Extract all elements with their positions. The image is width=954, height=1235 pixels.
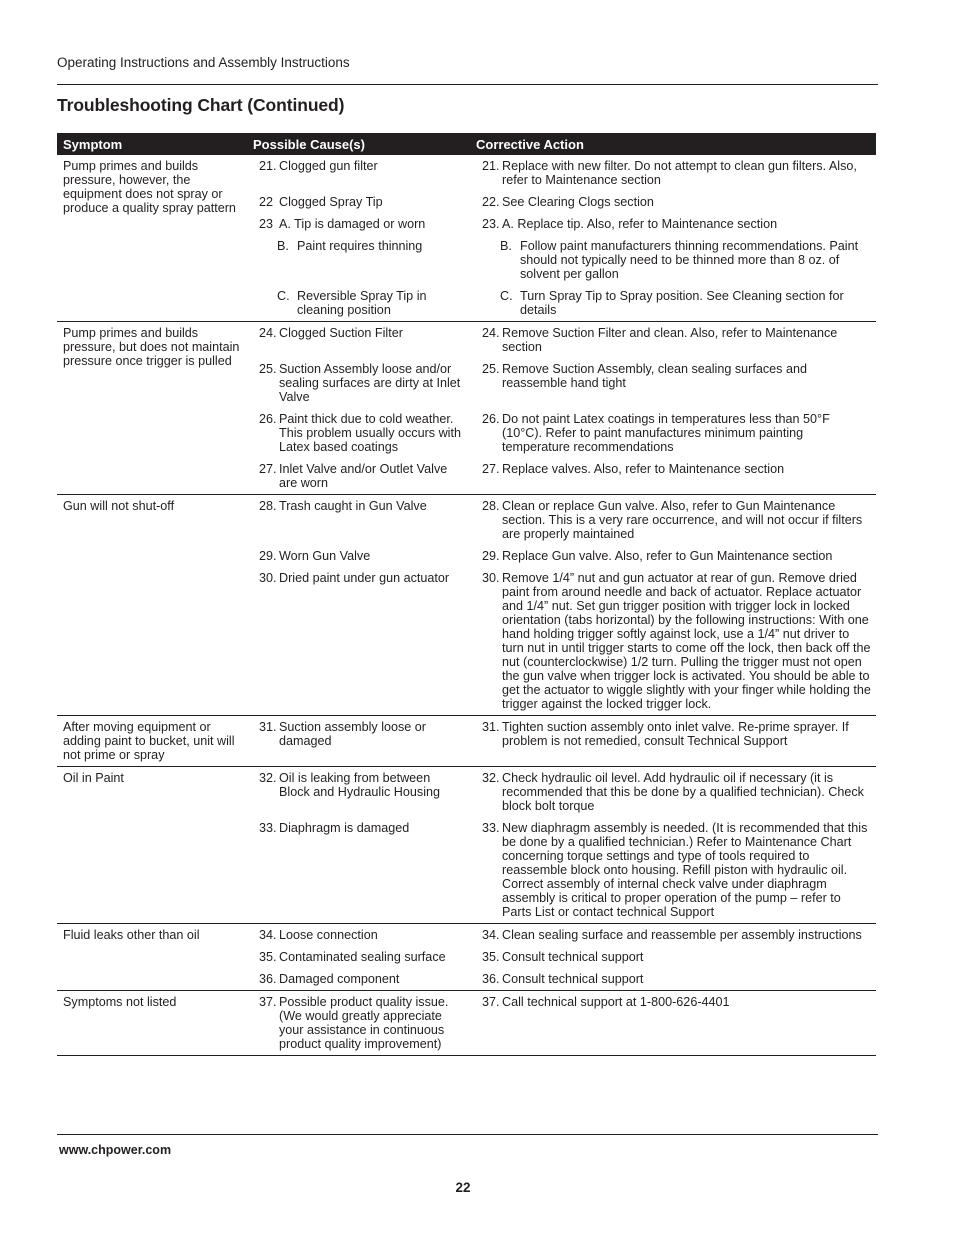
cause-cell bbox=[253, 159, 476, 187]
action-text: Check hydraulic oil level. Add hydraulic oil if necessary (it is recommended that this be done by a qualified technician). Check block bolt torque bbox=[502, 771, 864, 813]
cause-text: Clogged Suction Filter bbox=[279, 326, 403, 340]
cause-cell bbox=[253, 928, 476, 942]
table-row bbox=[253, 821, 876, 919]
table-row bbox=[253, 549, 876, 563]
cause-number: 26. bbox=[259, 412, 277, 426]
action-number: 27. bbox=[482, 462, 500, 476]
action-cell bbox=[476, 972, 876, 986]
table-row bbox=[253, 928, 876, 942]
cause-action-list bbox=[253, 499, 876, 711]
column-header-symptom: Symptom bbox=[63, 136, 123, 152]
cause-number: 30. bbox=[259, 571, 277, 585]
action-text: Clean or replace Gun valve. Also, refer to Gun Maintenance section. This is a very rare occurrence, and will not occur if filters are properly maintained bbox=[502, 499, 863, 541]
cause-text: Oil is leaking from between Block and Hydraulic Housing bbox=[279, 771, 441, 799]
cause-text: Diaphragm is damaged bbox=[279, 821, 410, 835]
table-row bbox=[253, 972, 876, 986]
action-text: Call technical support at 1-800-626-4401 bbox=[502, 995, 730, 1009]
action-text: Replace with new filter. Do not attempt to clean gun filters. Also, refer to Maintenance section bbox=[502, 159, 857, 187]
cause-action-list bbox=[253, 159, 876, 317]
cause-cell bbox=[253, 995, 476, 1051]
symptom-group bbox=[57, 716, 876, 767]
cause-number: 24. bbox=[259, 326, 277, 340]
footer-rule bbox=[57, 1134, 878, 1135]
action-number: 24. bbox=[482, 326, 500, 340]
action-cell bbox=[476, 821, 876, 919]
action-cell bbox=[476, 950, 876, 964]
cause-text: Clogged Spray Tip bbox=[279, 195, 383, 209]
symptom-cell: Pump primes and builds pressure, however, the equipment does not spray or produce a quality spray pattern bbox=[63, 159, 236, 215]
action-text: Tighten suction assembly onto inlet valve. Re-prime sprayer. If problem is not remedied, consult Technical Support bbox=[502, 720, 849, 748]
cause-action-list bbox=[253, 720, 876, 762]
cause-cell bbox=[253, 950, 476, 964]
cause-cell bbox=[253, 326, 476, 354]
action-text: Do not paint Latex coatings in temperatures less than 50°F (10°C). Refer to paint manufactures minimum painting temperature recommendations bbox=[502, 412, 830, 454]
table-row bbox=[253, 362, 876, 404]
action-cell bbox=[476, 362, 876, 404]
table-row bbox=[253, 239, 876, 281]
troubleshooting-chart bbox=[57, 133, 876, 1056]
action-cell bbox=[476, 159, 876, 187]
cause-number: 27. bbox=[259, 462, 277, 476]
cause-cell bbox=[253, 720, 476, 748]
cause-cell bbox=[253, 412, 476, 454]
table-row bbox=[253, 289, 876, 317]
table-row bbox=[253, 217, 876, 231]
symptom-group bbox=[57, 155, 876, 322]
action-number: 34. bbox=[482, 928, 500, 942]
table-row bbox=[253, 195, 876, 209]
action-number: 28. bbox=[482, 499, 500, 513]
cause-text: Contaminated sealing surface bbox=[279, 950, 446, 964]
page-number: 22 bbox=[455, 1180, 471, 1195]
footer-url: www.chpower.com bbox=[59, 1143, 172, 1157]
action-number: 33. bbox=[482, 821, 500, 835]
cause-cell bbox=[253, 195, 476, 209]
cause-number: 34. bbox=[259, 928, 277, 942]
action-number: 26. bbox=[482, 412, 500, 426]
cause-text: Possible product quality issue. (We would greatly appreciate your assistance in continuous product quality improvement) bbox=[279, 995, 449, 1051]
cause-text: A. Tip is damaged or worn bbox=[279, 217, 426, 231]
symptom-cell: After moving equipment or adding paint to bucket, unit will not prime or spray bbox=[63, 720, 235, 762]
table-row bbox=[253, 571, 876, 711]
cause-cell bbox=[253, 462, 476, 490]
cause-number: 36. bbox=[259, 972, 277, 986]
action-number: 32. bbox=[482, 771, 500, 785]
cause-cell bbox=[253, 217, 476, 231]
cause-number: 21. bbox=[259, 159, 277, 173]
action-cell bbox=[476, 549, 876, 563]
cause-cell bbox=[253, 499, 476, 541]
cause-text: Worn Gun Valve bbox=[279, 549, 371, 563]
action-cell bbox=[476, 462, 876, 490]
action-text: Consult technical support bbox=[502, 950, 644, 964]
cause-cell bbox=[253, 821, 476, 919]
action-text: Clean sealing surface and reassemble per assembly instructions bbox=[502, 928, 862, 942]
action-text: New diaphragm assembly is needed. (It is recommended that this be done by a qualified technician.) Refer to Maintenance Chart concerning torque settings and type of tools required to reassemble block onto housing. Refill piston with hydraulic oil. Correct assembly of internal check valve under diaphragm assembly is critical to proper operation of the pump – refer to Parts List or contact technical Support bbox=[502, 821, 868, 919]
cause-action-list bbox=[253, 928, 876, 986]
cause-number: 23 bbox=[259, 217, 274, 231]
action-number: 25. bbox=[482, 362, 500, 376]
cause-text: Suction assembly loose or damaged bbox=[279, 720, 426, 748]
cause-text: Damaged component bbox=[279, 972, 400, 986]
action-number: 35. bbox=[482, 950, 500, 964]
symptom-group bbox=[57, 495, 876, 716]
cause-text: Clogged gun filter bbox=[279, 159, 378, 173]
action-cell bbox=[476, 499, 876, 541]
symptom-cell: Gun will not shut-off bbox=[63, 499, 175, 513]
cause-cell bbox=[253, 549, 476, 563]
cause-cell bbox=[253, 771, 476, 813]
table-row bbox=[253, 950, 876, 964]
running-header: Operating Instructions and Assembly Instructions bbox=[57, 55, 350, 70]
cause-action-list bbox=[253, 771, 876, 919]
action-number: 23. bbox=[482, 217, 500, 231]
symptom-group bbox=[57, 924, 876, 991]
cause-text: Suction Assembly loose and/or sealing surfaces are dirty at Inlet Valve bbox=[279, 362, 461, 404]
cause-text: Loose connection bbox=[279, 928, 378, 942]
action-cell bbox=[476, 239, 876, 281]
cause-number: 29. bbox=[259, 549, 277, 563]
cause-text: Paint thick due to cold weather. This problem usually occurs with Latex based coatings bbox=[279, 412, 461, 454]
table-row bbox=[253, 499, 876, 541]
cause-text: Inlet Valve and/or Outlet Valve are worn bbox=[279, 462, 448, 490]
action-number: 21. bbox=[482, 159, 500, 173]
table-row bbox=[253, 326, 876, 354]
cause-cell bbox=[253, 362, 476, 404]
action-number: 36. bbox=[482, 972, 500, 986]
action-cell bbox=[476, 771, 876, 813]
cause-action-list bbox=[253, 326, 876, 490]
action-text: Remove Suction Assembly, clean sealing surfaces and reassemble hand tight bbox=[502, 362, 807, 390]
symptom-cell: Pump primes and builds pressure, but does not maintain pressure once trigger is pulled bbox=[63, 326, 240, 368]
action-text: Remove Suction Filter and clean. Also, refer to Maintenance section bbox=[502, 326, 838, 354]
cause-number: 25. bbox=[259, 362, 277, 376]
action-text: Replace valves. Also, refer to Maintenance section bbox=[502, 462, 785, 476]
cause-text: Trash caught in Gun Valve bbox=[279, 499, 427, 513]
chart-header-row bbox=[57, 133, 876, 155]
cause-number: B. bbox=[277, 239, 289, 253]
cause-text: Reversible Spray Tip in cleaning position bbox=[297, 289, 427, 317]
action-text: Remove 1/4” nut and gun actuator at rear of gun. Remove dried paint from around needle and back of actuator. Replace actuator and 1/4” nut. Set gun trigger position with trigger lock in locked orientation (tabs horizontal) by the following instructions: With one hand holding trigger softly against lock, use a 1/4” nut driver to turn nut in until trigger starts to come off the lock, then back off the nut (counterclockwise) 1/2 turn. Pulling the trigger must not open the gun valve when trigger lock is activated. You should be able to get the actuator to wiggle slightly with your finger while holding the trigger against the locked trigger lock. bbox=[502, 571, 871, 711]
action-number: 29. bbox=[482, 549, 500, 563]
cause-text: Dried paint under gun actuator bbox=[279, 571, 450, 585]
action-number: 22. bbox=[482, 195, 500, 209]
action-text: Follow paint manufacturers thinning recommendations. Paint should not typically need to be thinned more than 8 oz. of solvent per gallon bbox=[520, 239, 859, 281]
action-number: C. bbox=[500, 289, 513, 303]
action-text: See Clearing Clogs section bbox=[502, 195, 654, 209]
action-text: A. Replace tip. Also, refer to Maintenance section bbox=[502, 217, 778, 231]
action-cell bbox=[476, 326, 876, 354]
cause-cell bbox=[253, 289, 476, 317]
action-cell bbox=[476, 195, 876, 209]
column-header-cause: Possible Cause(s) bbox=[253, 136, 365, 152]
section-title: Troubleshooting Chart (Continued) bbox=[57, 95, 345, 115]
cause-number: 35. bbox=[259, 950, 277, 964]
action-number: 30. bbox=[482, 571, 500, 585]
symptom-cell: Symptoms not listed bbox=[63, 995, 177, 1009]
action-text: Turn Spray Tip to Spray position. See Cleaning section for details bbox=[520, 289, 844, 317]
header-rule bbox=[57, 84, 878, 85]
table-row bbox=[253, 995, 876, 1051]
action-cell bbox=[476, 928, 876, 942]
chart-body bbox=[57, 155, 876, 1056]
cause-number: 28. bbox=[259, 499, 277, 513]
symptom-group bbox=[57, 767, 876, 924]
action-text: Consult technical support bbox=[502, 972, 644, 986]
symptom-group bbox=[57, 991, 876, 1056]
symptom-cell: Fluid leaks other than oil bbox=[63, 928, 200, 942]
action-number: 31. bbox=[482, 720, 500, 734]
cause-number: 32. bbox=[259, 771, 277, 785]
column-header-action: Corrective Action bbox=[476, 136, 584, 152]
action-number: B. bbox=[500, 239, 512, 253]
action-cell bbox=[476, 412, 876, 454]
cause-cell bbox=[253, 239, 476, 281]
cause-cell bbox=[253, 972, 476, 986]
table-row bbox=[253, 771, 876, 813]
action-text: Replace Gun valve. Also, refer to Gun Maintenance section bbox=[502, 549, 833, 563]
action-number: 37. bbox=[482, 995, 500, 1009]
symptom-group bbox=[57, 322, 876, 495]
action-cell bbox=[476, 571, 876, 711]
cause-action-list bbox=[253, 995, 876, 1051]
table-row bbox=[253, 720, 876, 748]
cause-cell bbox=[253, 571, 476, 711]
table-row bbox=[253, 159, 876, 187]
cause-number: 33. bbox=[259, 821, 277, 835]
table-row bbox=[253, 412, 876, 454]
action-cell bbox=[476, 217, 876, 231]
cause-text: Paint requires thinning bbox=[297, 239, 423, 253]
symptom-cell: Oil in Paint bbox=[63, 771, 124, 785]
cause-number: 37. bbox=[259, 995, 277, 1009]
table-row bbox=[253, 462, 876, 490]
cause-number: C. bbox=[277, 289, 290, 303]
action-cell bbox=[476, 289, 876, 317]
action-cell bbox=[476, 995, 876, 1051]
cause-number: 22 bbox=[259, 195, 274, 209]
cause-number: 31. bbox=[259, 720, 277, 734]
action-cell bbox=[476, 720, 876, 748]
